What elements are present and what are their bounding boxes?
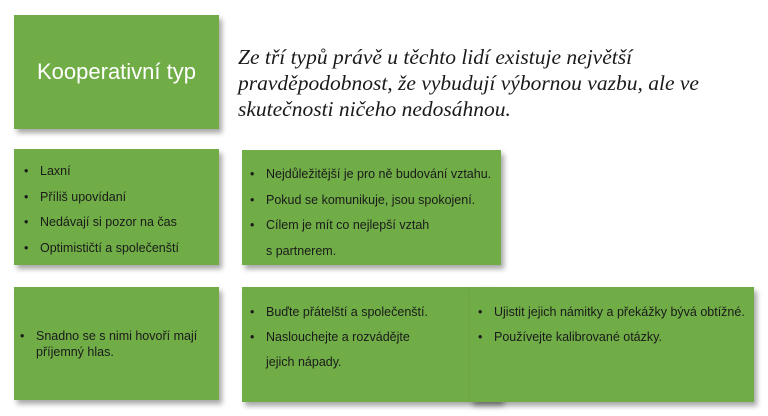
advice-box <box>242 287 501 402</box>
slide-title: Kooperativní typ <box>37 59 196 84</box>
quote-text: Ze tří typů právě u těchto lidí existuje největší pravděpodobnost, že vybudují výbornou vazbu, ale ve skutečnosti ničeho nedosáhnou. <box>238 45 699 121</box>
list-item: • Snadno se s nimi hovoří mají příjemný hlas. <box>14 328 215 360</box>
tips-box <box>470 287 754 402</box>
values-list <box>244 162 497 264</box>
tips-list <box>472 300 750 350</box>
communication-box <box>14 287 219 400</box>
list-item: • Cílem je mít co nejlepší vztah <box>244 213 497 239</box>
list-item: • Používejte kalibrované otázky. <box>472 325 750 350</box>
list-item: • Buďte přátelští a společenští. <box>244 300 497 325</box>
list-item: • Nejdůležitější je pro ně budování vztahu. <box>244 162 497 188</box>
communication-list <box>14 328 215 360</box>
list-item-continuation: jejich nápady. <box>266 355 342 369</box>
list-item: • Pokud se komunikuje, jsou spokojení. <box>244 188 497 214</box>
list-item-continuation: s partnerem. <box>266 243 337 258</box>
list-item: • Příliš upovídaní <box>18 185 215 211</box>
traits-list <box>18 159 215 261</box>
title-box <box>14 15 219 129</box>
list-item: • Optimističtí a společenští <box>18 236 215 262</box>
advice-list <box>244 300 497 375</box>
list-item: • Ujistit jejich námitky a překážky bývá obtížné. <box>472 300 750 325</box>
values-box <box>242 150 501 265</box>
list-item: • Nedávají si pozor na čas <box>18 210 215 236</box>
traits-box <box>14 149 219 265</box>
list-item: • Naslouchejte a rozvádějte <box>244 325 497 350</box>
list-item: • Laxní <box>18 159 215 185</box>
